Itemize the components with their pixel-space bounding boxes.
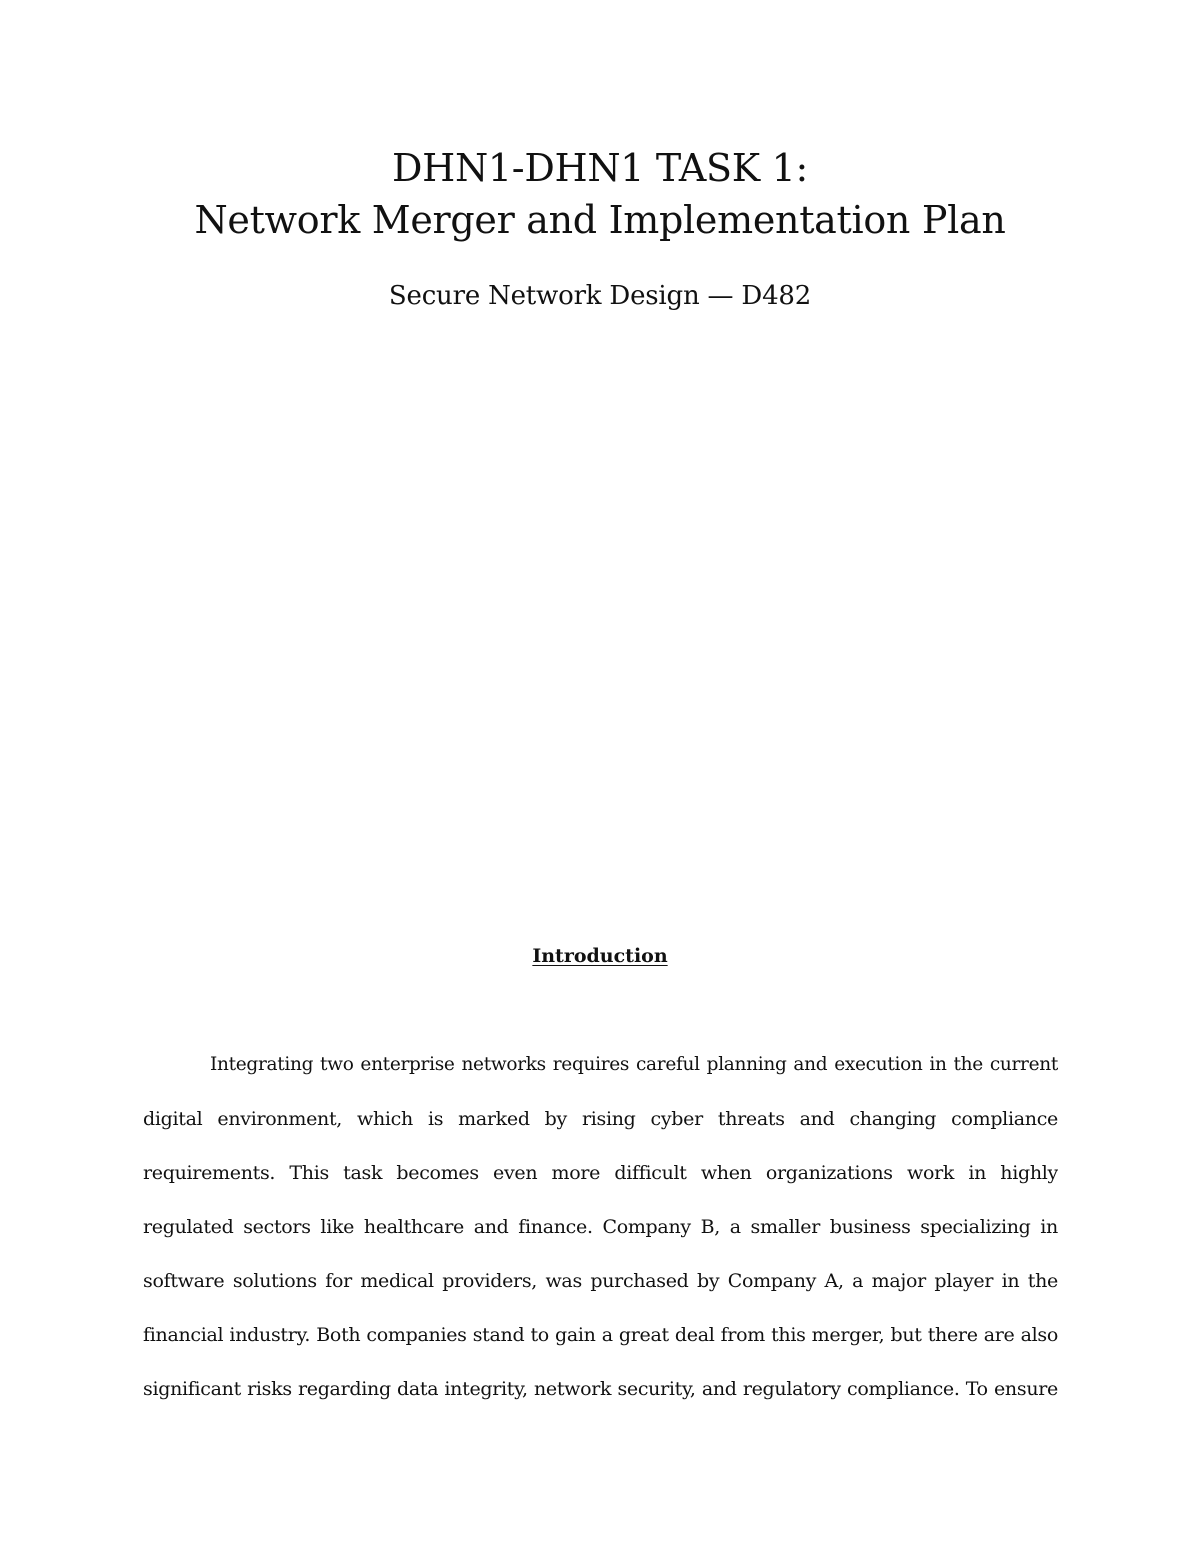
paragraph-line: requirements. This task becomes even more difficult when organizations work in highly — [143, 1162, 1058, 1184]
title-line-2: Network Merger and Implementation Plan — [194, 198, 1006, 242]
section-heading-introduction: Introduction — [532, 945, 668, 967]
paragraph-line: financial industry. Both companies stand to gain a great deal from this merger, but there are also — [143, 1324, 1058, 1346]
title-line-1: DHN1-DHN1 TASK 1: — [391, 146, 809, 190]
paragraph-line: Integrating two enterprise networks requires careful planning and execution in the current — [210, 1054, 1058, 1075]
paragraph-line: regulated sectors like healthcare and finance. Company B, a smaller business specializing in — [143, 1216, 1058, 1238]
paragraph-line: significant risks regarding data integrity, network security, and regulatory compliance. To ensure — [143, 1378, 1058, 1400]
paragraph-line: digital environment, which is marked by rising cyber threats and changing compliance — [143, 1108, 1058, 1130]
course-subtitle: Secure Network Design — D482 — [388, 281, 812, 311]
title-block — [0, 142, 1200, 246]
paragraph-line: software solutions for medical providers, was purchased by Company A, a major player in the — [143, 1270, 1058, 1292]
introduction-paragraph — [143, 1038, 1058, 1416]
